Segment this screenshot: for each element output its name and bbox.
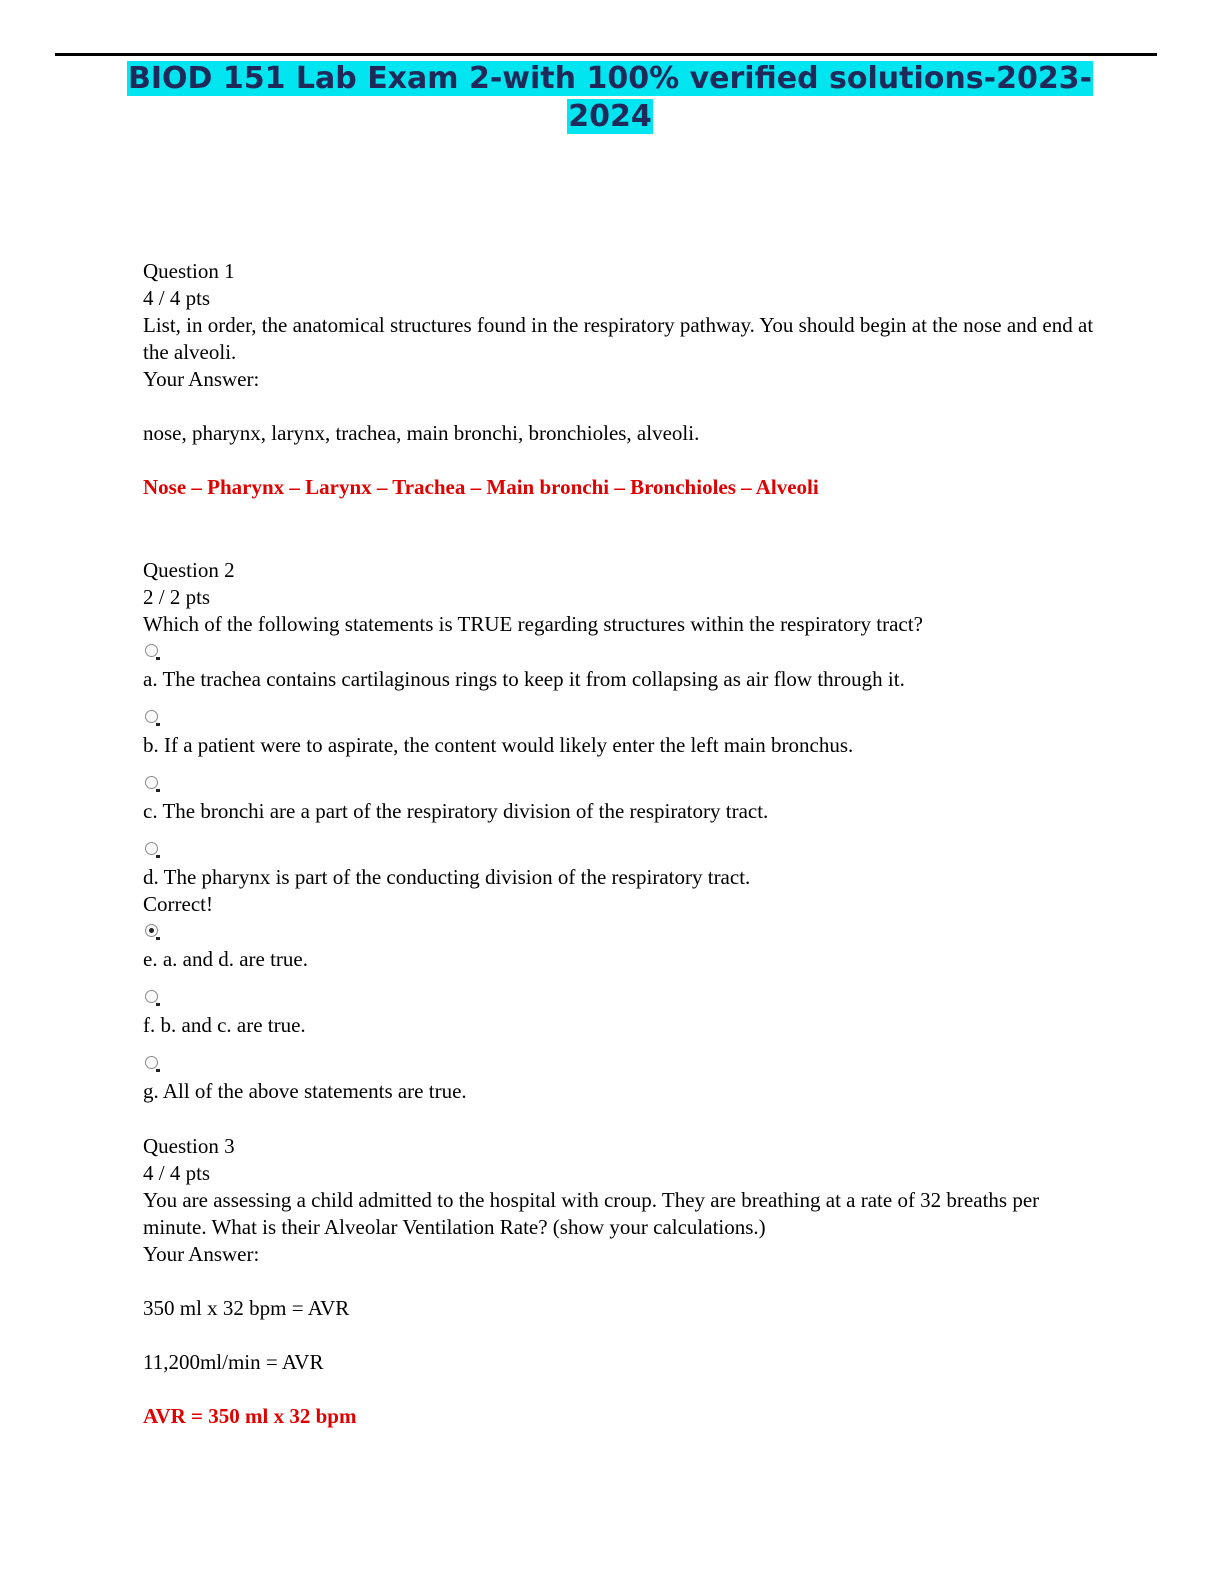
question-label: Question 2: [143, 558, 235, 582]
option-d-text: d. The pharynx is part of the conducting division of the respiratory tract.: [143, 865, 751, 889]
radio-option-f[interactable]: [145, 990, 158, 1003]
document-title: [110, 60, 1110, 136]
student-answer: nose, pharynx, larynx, trachea, main bronchi, bronchioles, alveoli.: [143, 421, 700, 445]
answer-key: Nose – Pharynx – Larynx – Trachea – Main bronchi – Bronchioles – Alveoli: [143, 475, 819, 499]
question-1: [143, 258, 1103, 501]
question-label: Question 1: [143, 259, 235, 283]
radio-option-g[interactable]: [145, 1056, 158, 1069]
option-a-row: [143, 638, 1103, 666]
your-answer-label: Your Answer:: [143, 1242, 260, 1266]
option-e-row: [143, 918, 1103, 946]
question-points: 4 / 4 pts: [143, 286, 211, 310]
option-b-text: b. If a patient were to aspirate, the content would likely enter the left main bronchus.: [143, 733, 854, 757]
radio-option-d[interactable]: [145, 842, 158, 855]
radio-option-a[interactable]: [145, 644, 158, 657]
option-b-row: [143, 704, 1103, 732]
option-c-text: c. The bronchi are a part of the respiratory division of the respiratory tract.: [143, 799, 769, 823]
question-3: [143, 1133, 1103, 1430]
option-a-text: a. The trachea contains cartilaginous rings to keep it from collapsing as air flow through it.: [143, 667, 905, 691]
radio-option-c[interactable]: [145, 776, 158, 789]
top-rule: [55, 53, 1157, 56]
title-line-2: 2024: [568, 99, 652, 134]
student-answer-line-1: 350 ml x 32 bpm = AVR: [143, 1296, 350, 1320]
document-body: [143, 258, 1103, 1430]
option-g-text: g. All of the above statements are true.: [143, 1079, 467, 1103]
option-c-row: [143, 770, 1103, 798]
student-answer-line-2: 11,200ml/min = AVR: [143, 1350, 324, 1374]
option-d-row: [143, 836, 1103, 864]
question-2: [143, 557, 1103, 1105]
question-prompt: Which of the following statements is TRUE regarding structures within the respiratory tract?: [143, 612, 923, 636]
question-points: 2 / 2 pts: [143, 585, 211, 609]
answer-key: AVR = 350 ml x 32 bpm: [143, 1404, 357, 1428]
option-f-text: f. b. and c. are true.: [143, 1013, 306, 1037]
question-prompt: List, in order, the anatomical structures found in the respiratory pathway. You should begin at the nose and end at the alveoli.: [143, 313, 1099, 364]
title-line-1: BIOD 151 Lab Exam 2-with 100% verified solutions-2023-: [127, 61, 1093, 96]
question-prompt: You are assessing a child admitted to the hospital with croup. They are breathing at a rate of 32 breaths per minute. What is their Alveolar Ventilation Rate? (show your calculations.): [143, 1188, 1045, 1239]
your-answer-label: Your Answer:: [143, 367, 260, 391]
option-g-row: [143, 1050, 1103, 1078]
radio-option-b[interactable]: [145, 710, 158, 723]
question-label: Question 3: [143, 1134, 235, 1158]
option-f-row: [143, 984, 1103, 1012]
option-e-text: e. a. and d. are true.: [143, 947, 308, 971]
question-points: 4 / 4 pts: [143, 1161, 211, 1185]
correct-label: Correct!: [143, 892, 213, 916]
radio-option-e-selected[interactable]: [145, 924, 158, 937]
